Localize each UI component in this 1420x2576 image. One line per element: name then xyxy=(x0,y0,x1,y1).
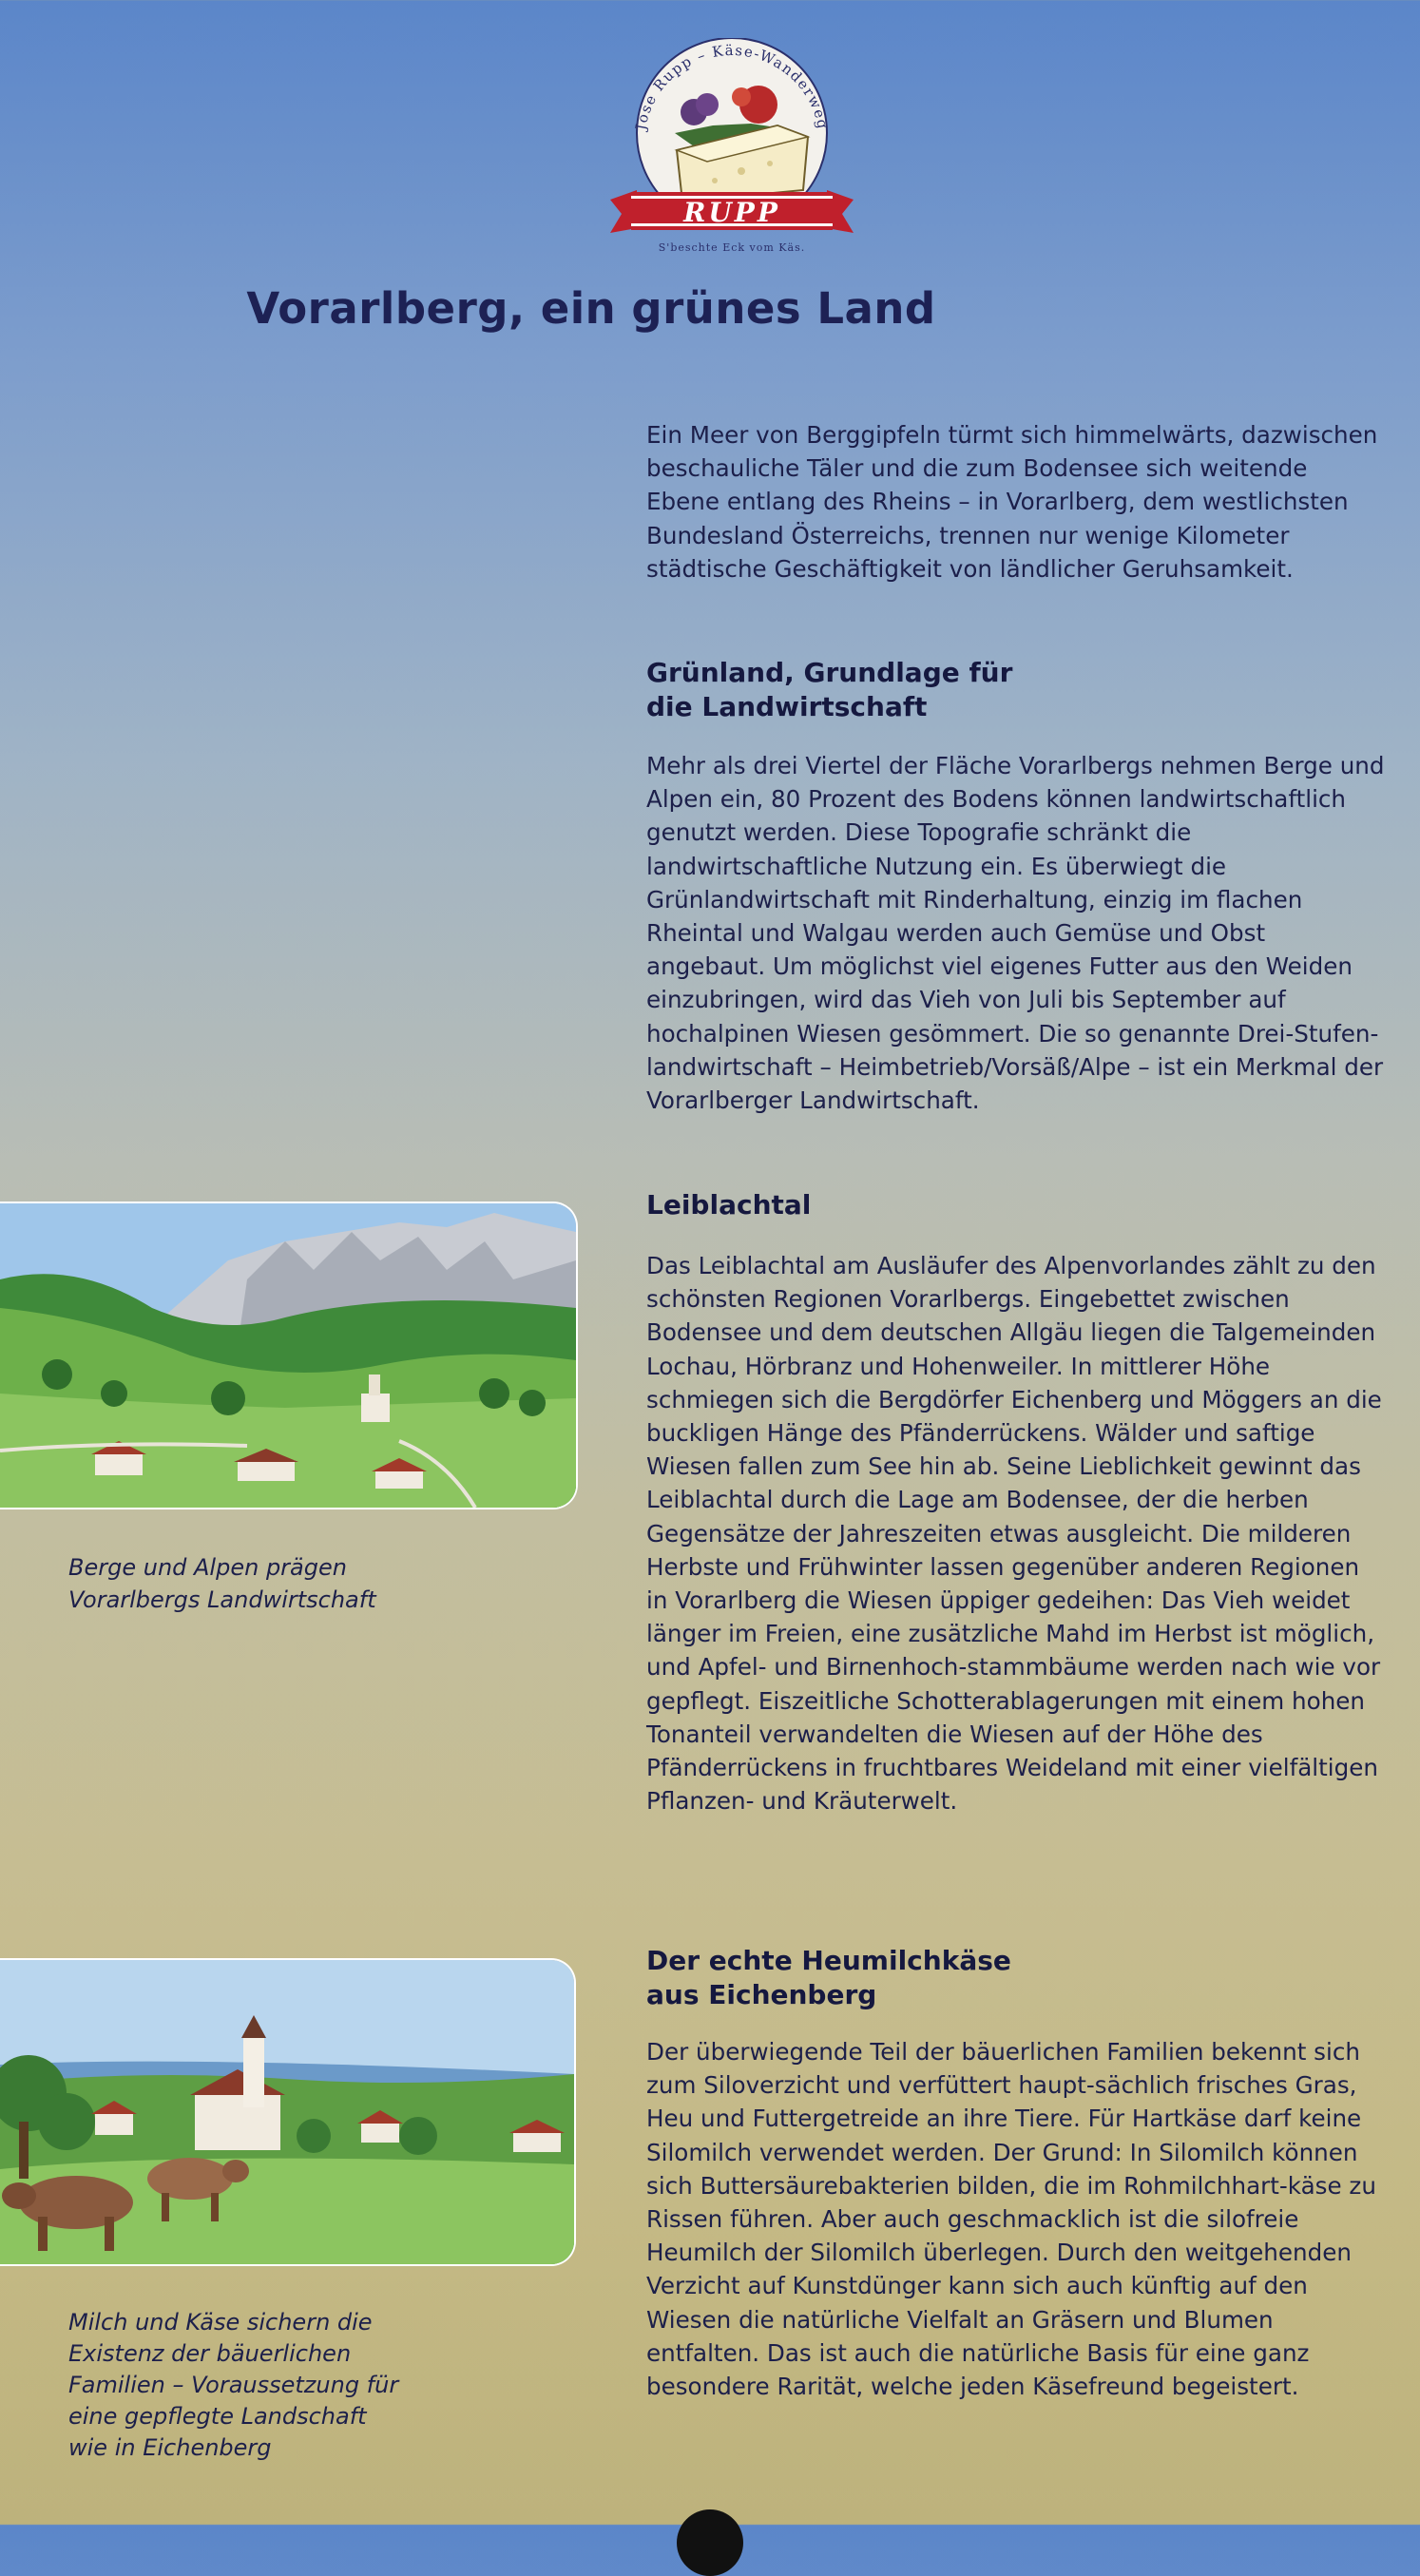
caption-village-line1: Milch und Käse sichern die xyxy=(68,2309,373,2336)
section-heading: Der echte Heumilchkäse xyxy=(646,1945,1011,1976)
caption-village-line2: Existenz der bäuerlichen xyxy=(68,2340,352,2367)
page-title: Vorarlberg, ein grünes Land xyxy=(246,283,936,334)
bottom-circle xyxy=(677,2509,743,2576)
rupp-logo xyxy=(608,38,855,257)
section-text: Mehr als drei Viertel der Fläche Vorarlbergs nehmen Berge und Alpen ein, 80 Prozent des Bodens können landwirtschaftlich genutzt werden. Diese Topografie schränkt die landwirtschaftliche Nutzung ein. Es überwiegt die Grünlandwirtschaft mit Rinderhaltung, einzig im flachen Rheintal und Walgau werden auch Gemüse und Obst angebaut. Um möglichst viel eigenes Futter aus den Weiden einzubringen, wird das Vieh von Juli bis September auf hochalpinen Wiesen gesömmert. Die so genannte Drei-Stufen-landwirtschaft – Heimbetrieb/Vorsäß/Alpe – ist ein Merkmal der Vorarlberger Landwirtschaft. xyxy=(646,752,1385,1115)
logo-brand: RUPP xyxy=(683,197,780,228)
section-text: Der überwiegende Teil der bäuerlichen Familien bekennt sich zum Siloverzicht und verfüttert haupt-sächlich frisches Gras, Heu und Futtergetreide an ihre Tiere. Für Hartkäse darf keine Silomilch verwendet werden. Der Grund: In Silomilch können sich Buttersäurebakterien bilden, die im Rohmilchhart-käse zu Rissen führen. Aber auch geschmacklich ist die silofreie Heumilch der Silomilch überlegen. Durch den weitgehenden Verzicht auf Kunstdünger kann sich auch künftig auf den Wiesen die natürliche Vielfalt an Gräsern und Blumen entfalten. Das ist auch die natürliche Basis für eine ganz besondere Rarität, welche jeden Käsefreund begeistert. xyxy=(646,2038,1376,2401)
section-heumilchkaese xyxy=(646,1944,1388,2403)
caption-village-line3: Familien – Voraussetzung für xyxy=(68,2372,399,2398)
logo-tagline: S'beschte Eck vom Käs. xyxy=(658,241,806,254)
section-heading: die Landwirtschaft xyxy=(646,691,928,722)
illustration-village-cows xyxy=(0,1958,576,2266)
intro-text: Ein Meer von Berggipfeln türmt sich himmelwärts, dazwischen beschauliche Täler und die zum Bodensee sich weitende Ebene entlang des Rheins – in Vorarlberg, dem westlichsten Bundesland Österreichs, trennen nur wenige Kilometer städtische Geschäftigkeit von ländlicher Geruhsamkeit. xyxy=(646,421,1378,583)
caption-mountains-line1: Berge und Alpen prägen xyxy=(68,1554,347,1581)
logo-arc-text: Jose Rupp – Käse-Wanderweg xyxy=(632,41,833,132)
caption-village-line4: eine gepflegte Landschaft xyxy=(68,2403,367,2430)
section-gruenland xyxy=(646,656,1388,1117)
section-heading: Grünland, Grundlage für xyxy=(646,657,1013,688)
section-leiblachtal xyxy=(646,1188,1388,1817)
section-heading: aus Eichenberg xyxy=(646,1979,877,2010)
illustration-mountains xyxy=(0,1201,578,1509)
caption-village-line5: wie in Eichenberg xyxy=(68,2434,272,2461)
section-heading: Leiblachtal xyxy=(646,1189,812,1221)
section-text: Das Leiblachtal am Ausläufer des Alpenvorlandes zählt zu den schönsten Regionen Vorarlbergs. Eingebettet zwischen Bodensee und dem deutschen Allgäu liegen die Talgemeinden Lochau, Hörbranz und Hohenweiler. In mittlerer Höhe schmiegen sich die Bergdörfer Eichenberg und Möggers an die buckligen Hänge des Pfänderrückens. Wälder und saftige Wiesen fallen zum See hin ab. Seine Lieblichkeit gewinnt das Leiblachtal durch die Lage am Bodensee, der die herben Gegensätze der Jahreszeiten etwas ausgleicht. Die milderen Herbste und Frühwinter lassen gegenüber anderen Regionen in Vorarlberg die Wiesen üppiger gedeihen: Das Vieh weidet länger im Freien, eine zusätzliche Mahd im Herbst ist möglich, und Apfel- und Birnenhoch-stammbäume werden nach wie vor gepflegt. Eiszeitliche Schotterablagerungen mit einem hohen Tonanteil verwandelten die Wiesen auf der Höhe des Pfänderrückens in fruchtbares Weideland mit einer vielfältigen Pflanzen- und Kräuterwelt. xyxy=(646,1252,1382,1816)
intro-block xyxy=(646,418,1388,586)
caption-mountains-line2: Vorarlbergs Landwirtschaft xyxy=(68,1586,376,1613)
